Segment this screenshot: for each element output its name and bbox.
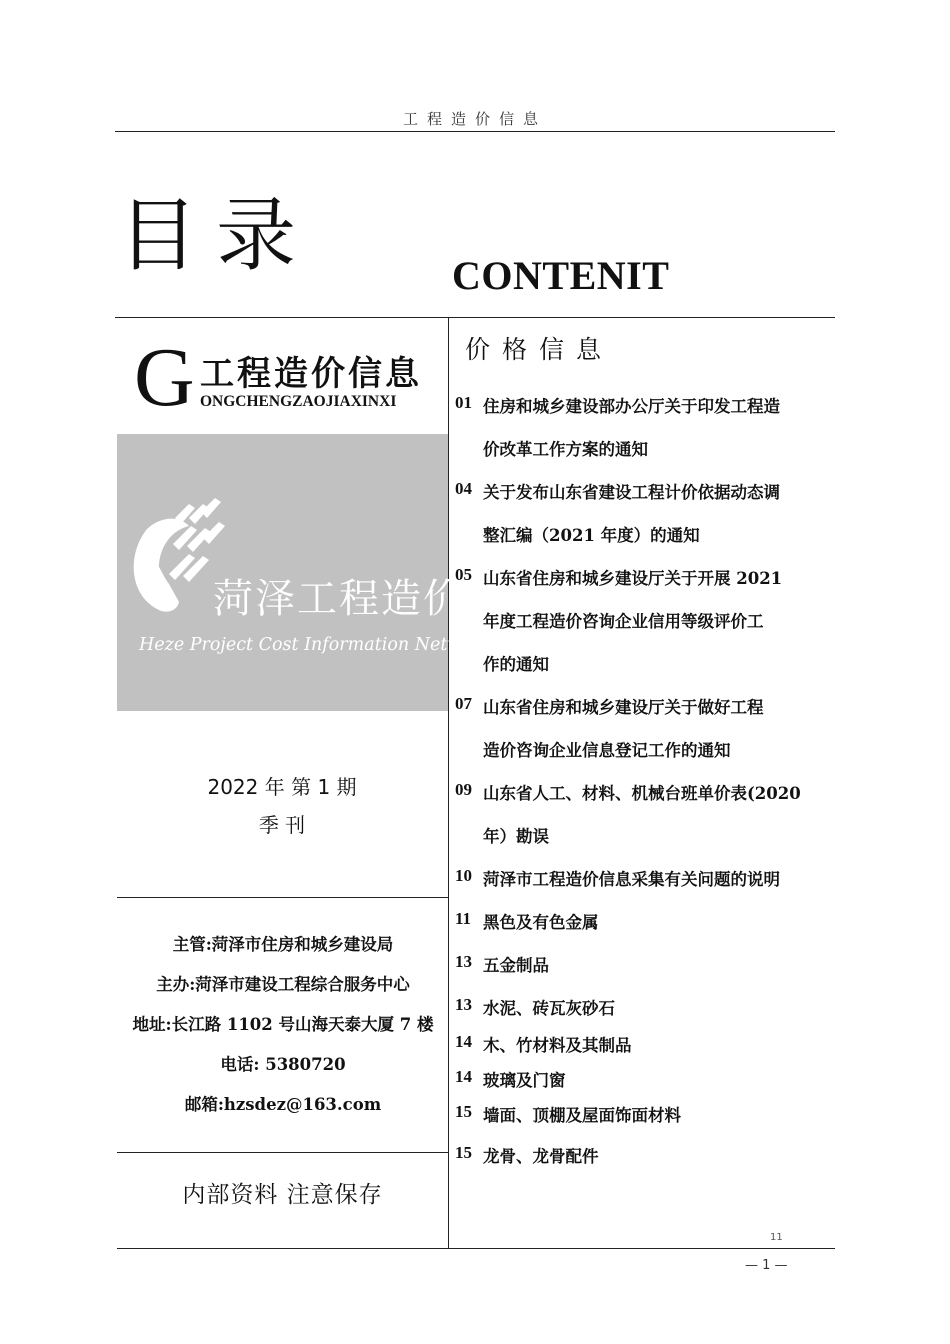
toc-item-title: 木、竹材料及其制品 xyxy=(483,1036,632,1055)
toc-page-number: 15 xyxy=(455,1143,472,1162)
toc-page-number: 04 xyxy=(455,479,472,498)
bottom-rule xyxy=(117,1248,835,1249)
sponsor-line: 主办:菏泽市建设工程综合服务中心 xyxy=(156,975,410,994)
toc-item-title: 墙面、顶棚及屋面饰面材料 xyxy=(483,1106,681,1125)
toc-item-title: 水泥、砖瓦灰砂石 xyxy=(483,999,615,1018)
toc-page-number: 14 xyxy=(455,1032,472,1051)
masthead-pinyin: ONGCHENGZAOJIAXINXI xyxy=(200,393,397,410)
page-title-cn: 目录 xyxy=(118,189,314,282)
issue-frequency: 季 刊 xyxy=(258,813,306,837)
page-title-en: CONTENIT xyxy=(452,253,670,298)
toc-item-title: 年度工程造价咨询企业信用等级评价工 xyxy=(483,612,764,631)
toc-item-title: 菏泽市工程造价信息采集有关问题的说明 xyxy=(483,870,780,889)
email-line: 邮箱:hzsdez@163.com xyxy=(184,1095,382,1114)
toc-item-title: 玻璃及门窗 xyxy=(483,1071,566,1090)
toc-item-title: 山东省住房和城乡建设厅关于做好工程 xyxy=(483,698,764,717)
logo-name-cn: 菏泽工程造价 xyxy=(213,576,465,622)
page-number: — 1 — xyxy=(745,1258,788,1273)
toc-page-number: 13 xyxy=(455,952,472,971)
left-rule-2 xyxy=(117,1152,448,1153)
toc-section-title: 价格信息 xyxy=(465,335,614,364)
toc-page-number: 14 xyxy=(455,1067,472,1086)
toc-page-number: 07 xyxy=(455,694,472,713)
toc-page-number: 05 xyxy=(455,565,472,584)
left-rule-1 xyxy=(117,897,448,898)
footer-fragment: 11 xyxy=(770,1232,783,1243)
toc-item-title: 五金制品 xyxy=(483,956,549,975)
masthead-name: 工程造价信息 xyxy=(200,354,422,394)
toc-item-title: 龙骨、龙骨配件 xyxy=(483,1147,599,1166)
toc-page-number: 15 xyxy=(455,1102,472,1121)
toc-item-title: 山东省人工、材料、机械台班单价表(2020 xyxy=(483,784,801,803)
title-rule xyxy=(115,317,835,318)
running-header: 工程造价信息 xyxy=(402,110,547,128)
logo-name-en: Heze Project Cost Information Network xyxy=(139,635,492,655)
issue-info xyxy=(117,768,447,844)
masthead-initial: G xyxy=(134,331,195,424)
internal-notice: 内部资料 注意保存 xyxy=(182,1182,383,1208)
toc-page-number: 01 xyxy=(455,393,472,412)
toc-item-title: 整汇编（2021 年度）的通知 xyxy=(483,526,700,545)
publisher-info xyxy=(110,925,456,1125)
toc-page-number: 10 xyxy=(455,866,472,885)
toc-page-number: 09 xyxy=(455,780,472,799)
toc-item-title: 黑色及有色金属 xyxy=(483,913,599,932)
toc-item-title: 价改革工作方案的通知 xyxy=(483,440,648,459)
logo-stripes xyxy=(169,498,225,582)
toc-page-number: 11 xyxy=(455,909,472,928)
toc-page-number: 13 xyxy=(455,995,472,1014)
address-line: 地址:长江路 1102 号山海天泰大厦 7 楼 xyxy=(132,1015,434,1034)
toc-item-title: 住房和城乡建设部办公厅关于印发工程造 xyxy=(483,397,780,416)
issue-number: 2022 年 第 1 期 xyxy=(207,775,357,799)
phone-line: 电话: 5380720 xyxy=(220,1055,346,1074)
toc-item-title: 山东省住房和城乡建设厅关于开展 2021 xyxy=(483,569,783,588)
toc-item-title: 关于发布山东省建设工程计价依据动态调 xyxy=(483,483,780,502)
toc-item-title: 作的通知 xyxy=(483,655,549,674)
toc-item-title: 造价咨询企业信息登记工作的通知 xyxy=(483,741,731,760)
toc-item-title: 年）勘误 xyxy=(483,827,549,846)
header-rule xyxy=(115,131,835,132)
supervisor-line: 主管:菏泽市住房和城乡建设局 xyxy=(172,935,394,954)
